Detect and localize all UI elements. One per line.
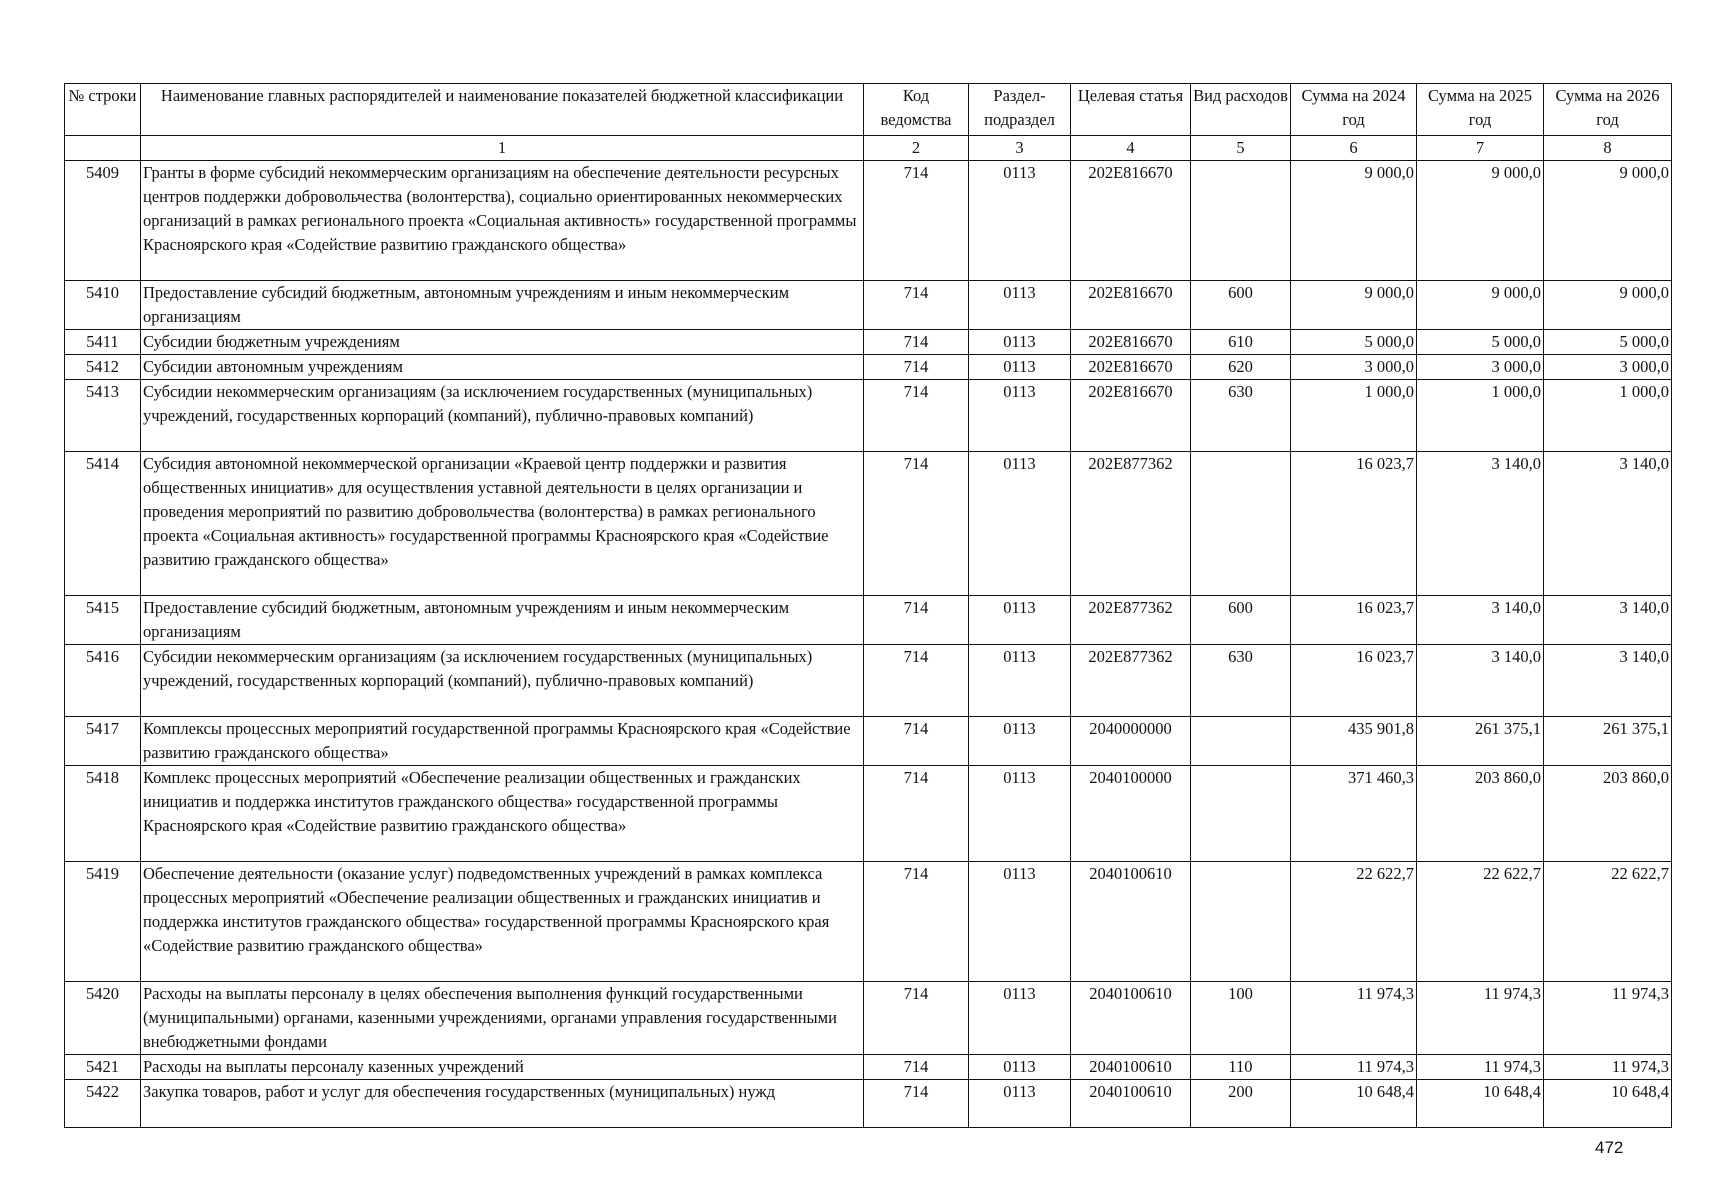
sum-2025: 9 000,0 bbox=[1417, 161, 1544, 281]
table-row bbox=[65, 161, 1672, 281]
department-code: 714 bbox=[864, 982, 969, 1055]
expense-type: 620 bbox=[1191, 355, 1291, 380]
sum-2026: 3 140,0 bbox=[1544, 645, 1672, 717]
target-item: 202E816670 bbox=[1071, 330, 1191, 355]
sum-2024: 22 622,7 bbox=[1291, 862, 1417, 982]
table-row bbox=[65, 355, 1672, 380]
department-code: 714 bbox=[864, 380, 969, 452]
target-item: 2040000000 bbox=[1071, 717, 1191, 766]
expense-type bbox=[1191, 766, 1291, 862]
table-row bbox=[65, 717, 1672, 766]
row-number: 5416 bbox=[65, 645, 141, 717]
sum-2024: 11 974,3 bbox=[1291, 1055, 1417, 1080]
row-number: 5417 bbox=[65, 717, 141, 766]
row-number: 5413 bbox=[65, 380, 141, 452]
target-item: 2040100610 bbox=[1071, 1055, 1191, 1080]
expense-type bbox=[1191, 161, 1291, 281]
table-row bbox=[65, 380, 1672, 452]
table-row bbox=[65, 1055, 1672, 1080]
row-number: 5412 bbox=[65, 355, 141, 380]
sum-2025: 3 140,0 bbox=[1417, 645, 1544, 717]
row-name: Расходы на выплаты персоналу казенных учреждений bbox=[141, 1055, 864, 1080]
row-number: 5418 bbox=[65, 766, 141, 862]
sum-2026: 5 000,0 bbox=[1544, 330, 1672, 355]
sum-2026: 3 140,0 bbox=[1544, 452, 1672, 596]
sum-2026: 1 000,0 bbox=[1544, 380, 1672, 452]
sum-2026: 22 622,7 bbox=[1544, 862, 1672, 982]
column-number: 3 bbox=[969, 136, 1071, 161]
header-department-code: Код ведомства bbox=[864, 84, 969, 136]
row-number: 5421 bbox=[65, 1055, 141, 1080]
section-code: 0113 bbox=[969, 717, 1071, 766]
sum-2024: 10 648,4 bbox=[1291, 1080, 1417, 1128]
sum-2025: 1 000,0 bbox=[1417, 380, 1544, 452]
table-row bbox=[65, 766, 1672, 862]
department-code: 714 bbox=[864, 645, 969, 717]
row-number: 5419 bbox=[65, 862, 141, 982]
sum-2025: 5 000,0 bbox=[1417, 330, 1544, 355]
sum-2026: 11 974,3 bbox=[1544, 982, 1672, 1055]
department-code: 714 bbox=[864, 717, 969, 766]
department-code: 714 bbox=[864, 1080, 969, 1128]
row-name: Предоставление субсидий бюджетным, автономным учреждениям и иным некоммерческим организациям bbox=[141, 596, 864, 645]
sum-2025: 203 860,0 bbox=[1417, 766, 1544, 862]
row-number: 5411 bbox=[65, 330, 141, 355]
department-code: 714 bbox=[864, 596, 969, 645]
column-number: 1 bbox=[141, 136, 864, 161]
table-row bbox=[65, 596, 1672, 645]
sum-2025: 3 000,0 bbox=[1417, 355, 1544, 380]
section-code: 0113 bbox=[969, 355, 1071, 380]
section-code: 0113 bbox=[969, 161, 1071, 281]
expense-type: 600 bbox=[1191, 281, 1291, 330]
target-item: 202E816670 bbox=[1071, 380, 1191, 452]
column-number bbox=[65, 136, 141, 161]
sum-2025: 3 140,0 bbox=[1417, 452, 1544, 596]
row-name: Субсидия автономной некоммерческой организации «Краевой центр поддержки и развития общественных инициатив» для осуществления уставной деятельности в целях организации и проведения мероприятий по развитию добровольчества (волонтерства) в рамках регионального проекта «Социальная активность» государственной программы Красноярского края «Содействие развитию гражданского общества» bbox=[141, 452, 864, 596]
row-name: Закупка товаров, работ и услуг для обеспечения государственных (муниципальных) нужд bbox=[141, 1080, 864, 1128]
expense-type: 610 bbox=[1191, 330, 1291, 355]
sum-2026: 9 000,0 bbox=[1544, 161, 1672, 281]
budget-table bbox=[64, 83, 1672, 1128]
section-code: 0113 bbox=[969, 766, 1071, 862]
column-number-row bbox=[65, 136, 1672, 161]
table-row bbox=[65, 862, 1672, 982]
row-number: 5409 bbox=[65, 161, 141, 281]
row-number: 5415 bbox=[65, 596, 141, 645]
department-code: 714 bbox=[864, 281, 969, 330]
sum-2024: 9 000,0 bbox=[1291, 281, 1417, 330]
expense-type bbox=[1191, 717, 1291, 766]
department-code: 714 bbox=[864, 330, 969, 355]
column-number: 7 bbox=[1417, 136, 1544, 161]
column-number: 4 bbox=[1071, 136, 1191, 161]
department-code: 714 bbox=[864, 766, 969, 862]
sum-2025: 11 974,3 bbox=[1417, 1055, 1544, 1080]
sum-2024: 16 023,7 bbox=[1291, 452, 1417, 596]
target-item: 202E877362 bbox=[1071, 452, 1191, 596]
target-item: 2040100610 bbox=[1071, 982, 1191, 1055]
department-code: 714 bbox=[864, 452, 969, 596]
section-code: 0113 bbox=[969, 281, 1071, 330]
column-number: 6 bbox=[1291, 136, 1417, 161]
section-code: 0113 bbox=[969, 1080, 1071, 1128]
row-name: Комплекс процессных мероприятий «Обеспечение реализации общественных и гражданских инициатив и поддержка институтов гражданского общества» государственной программы Красноярского края «Содействие развитию гражданского общества» bbox=[141, 766, 864, 862]
sum-2024: 16 023,7 bbox=[1291, 645, 1417, 717]
table-row bbox=[65, 645, 1672, 717]
sum-2025: 9 000,0 bbox=[1417, 281, 1544, 330]
section-code: 0113 bbox=[969, 380, 1071, 452]
sum-2026: 3 000,0 bbox=[1544, 355, 1672, 380]
section-code: 0113 bbox=[969, 596, 1071, 645]
section-code: 0113 bbox=[969, 452, 1071, 596]
sum-2024: 11 974,3 bbox=[1291, 982, 1417, 1055]
table-header bbox=[65, 84, 1672, 161]
section-code: 0113 bbox=[969, 645, 1071, 717]
sum-2024: 371 460,3 bbox=[1291, 766, 1417, 862]
expense-type bbox=[1191, 862, 1291, 982]
header-expense-type: Вид расходов bbox=[1191, 84, 1291, 136]
target-item: 2040100610 bbox=[1071, 862, 1191, 982]
sum-2026: 203 860,0 bbox=[1544, 766, 1672, 862]
target-item: 202E877362 bbox=[1071, 645, 1191, 717]
table-row bbox=[65, 281, 1672, 330]
sum-2025: 22 622,7 bbox=[1417, 862, 1544, 982]
header-target-item: Целевая статья bbox=[1071, 84, 1191, 136]
header-sum-2026: Сумма на 2026 год bbox=[1544, 84, 1672, 136]
department-code: 714 bbox=[864, 161, 969, 281]
sum-2026: 10 648,4 bbox=[1544, 1080, 1672, 1128]
row-number: 5420 bbox=[65, 982, 141, 1055]
sum-2024: 1 000,0 bbox=[1291, 380, 1417, 452]
row-name: Предоставление субсидий бюджетным, автономным учреждениям и иным некоммерческим организациям bbox=[141, 281, 864, 330]
table-body bbox=[65, 161, 1672, 1128]
sum-2024: 16 023,7 bbox=[1291, 596, 1417, 645]
header-sum-2024: Сумма на 2024 год bbox=[1291, 84, 1417, 136]
header-section: Раздел-подраздел bbox=[969, 84, 1071, 136]
expense-type: 200 bbox=[1191, 1080, 1291, 1128]
row-name: Гранты в форме субсидий некоммерческим организациям на обеспечение деятельности ресурсных центров поддержки добровольчества (волонтерства), социально ориентированных некоммерческих организаций в рамках регионального проекта «Социальная активность» государственной программы Красноярского края «Содействие развитию гражданского общества» bbox=[141, 161, 864, 281]
department-code: 714 bbox=[864, 355, 969, 380]
table-row bbox=[65, 982, 1672, 1055]
expense-type: 600 bbox=[1191, 596, 1291, 645]
row-number: 5422 bbox=[65, 1080, 141, 1128]
sum-2025: 10 648,4 bbox=[1417, 1080, 1544, 1128]
table-row bbox=[65, 452, 1672, 596]
target-item: 2040100610 bbox=[1071, 1080, 1191, 1128]
department-code: 714 bbox=[864, 862, 969, 982]
row-name: Субсидии автономным учреждениям bbox=[141, 355, 864, 380]
expense-type: 100 bbox=[1191, 982, 1291, 1055]
row-number: 5410 bbox=[65, 281, 141, 330]
expense-type bbox=[1191, 452, 1291, 596]
sum-2024: 3 000,0 bbox=[1291, 355, 1417, 380]
target-item: 202E816670 bbox=[1071, 355, 1191, 380]
sum-2026: 3 140,0 bbox=[1544, 596, 1672, 645]
target-item: 202E816670 bbox=[1071, 281, 1191, 330]
row-name: Комплексы процессных мероприятий государственной программы Красноярского края «Содействие развитию гражданского общества» bbox=[141, 717, 864, 766]
header-name: Наименование главных распорядителей и наименование показателей бюджетной классификации bbox=[141, 84, 864, 136]
expense-type: 110 bbox=[1191, 1055, 1291, 1080]
table-row bbox=[65, 330, 1672, 355]
target-item: 202E816670 bbox=[1071, 161, 1191, 281]
sum-2024: 5 000,0 bbox=[1291, 330, 1417, 355]
row-name: Субсидии бюджетным учреждениям bbox=[141, 330, 864, 355]
row-name: Обеспечение деятельности (оказание услуг) подведомственных учреждений в рамках комплекса процессных мероприятий «Обеспечение реализации общественных и гражданских инициатив и поддержка институтов гражданского общества» государственной программы Красноярского края «Содействие развитию гражданского общества» bbox=[141, 862, 864, 982]
target-item: 2040100000 bbox=[1071, 766, 1191, 862]
section-code: 0113 bbox=[969, 982, 1071, 1055]
row-name: Субсидии некоммерческим организациям (за исключением государственных (муниципальных) учреждений, государственных корпораций (компаний), публично-правовых компаний) bbox=[141, 645, 864, 717]
sum-2026: 11 974,3 bbox=[1544, 1055, 1672, 1080]
sum-2024: 9 000,0 bbox=[1291, 161, 1417, 281]
column-number: 8 bbox=[1544, 136, 1672, 161]
sum-2026: 261 375,1 bbox=[1544, 717, 1672, 766]
expense-type: 630 bbox=[1191, 380, 1291, 452]
department-code: 714 bbox=[864, 1055, 969, 1080]
sum-2025: 261 375,1 bbox=[1417, 717, 1544, 766]
section-code: 0113 bbox=[969, 862, 1071, 982]
header-row-number: № строки bbox=[65, 84, 141, 136]
sum-2026: 9 000,0 bbox=[1544, 281, 1672, 330]
section-code: 0113 bbox=[969, 330, 1071, 355]
expense-type: 630 bbox=[1191, 645, 1291, 717]
row-name: Расходы на выплаты персоналу в целях обеспечения выполнения функций государственными (муниципальными) органами, казенными учреждениями, органами управления государственными внебюджетными фондами bbox=[141, 982, 864, 1055]
sum-2024: 435 901,8 bbox=[1291, 717, 1417, 766]
sum-2025: 3 140,0 bbox=[1417, 596, 1544, 645]
row-name: Субсидии некоммерческим организациям (за исключением государственных (муниципальных) учреждений, государственных корпораций (компаний), публично-правовых компаний) bbox=[141, 380, 864, 452]
header-sum-2025: Сумма на 2025 год bbox=[1417, 84, 1544, 136]
sum-2025: 11 974,3 bbox=[1417, 982, 1544, 1055]
row-number: 5414 bbox=[65, 452, 141, 596]
column-number: 5 bbox=[1191, 136, 1291, 161]
target-item: 202E877362 bbox=[1071, 596, 1191, 645]
table-row bbox=[65, 1080, 1672, 1128]
page-number: 472 bbox=[1595, 1138, 1624, 1157]
column-number: 2 bbox=[864, 136, 969, 161]
section-code: 0113 bbox=[969, 1055, 1071, 1080]
